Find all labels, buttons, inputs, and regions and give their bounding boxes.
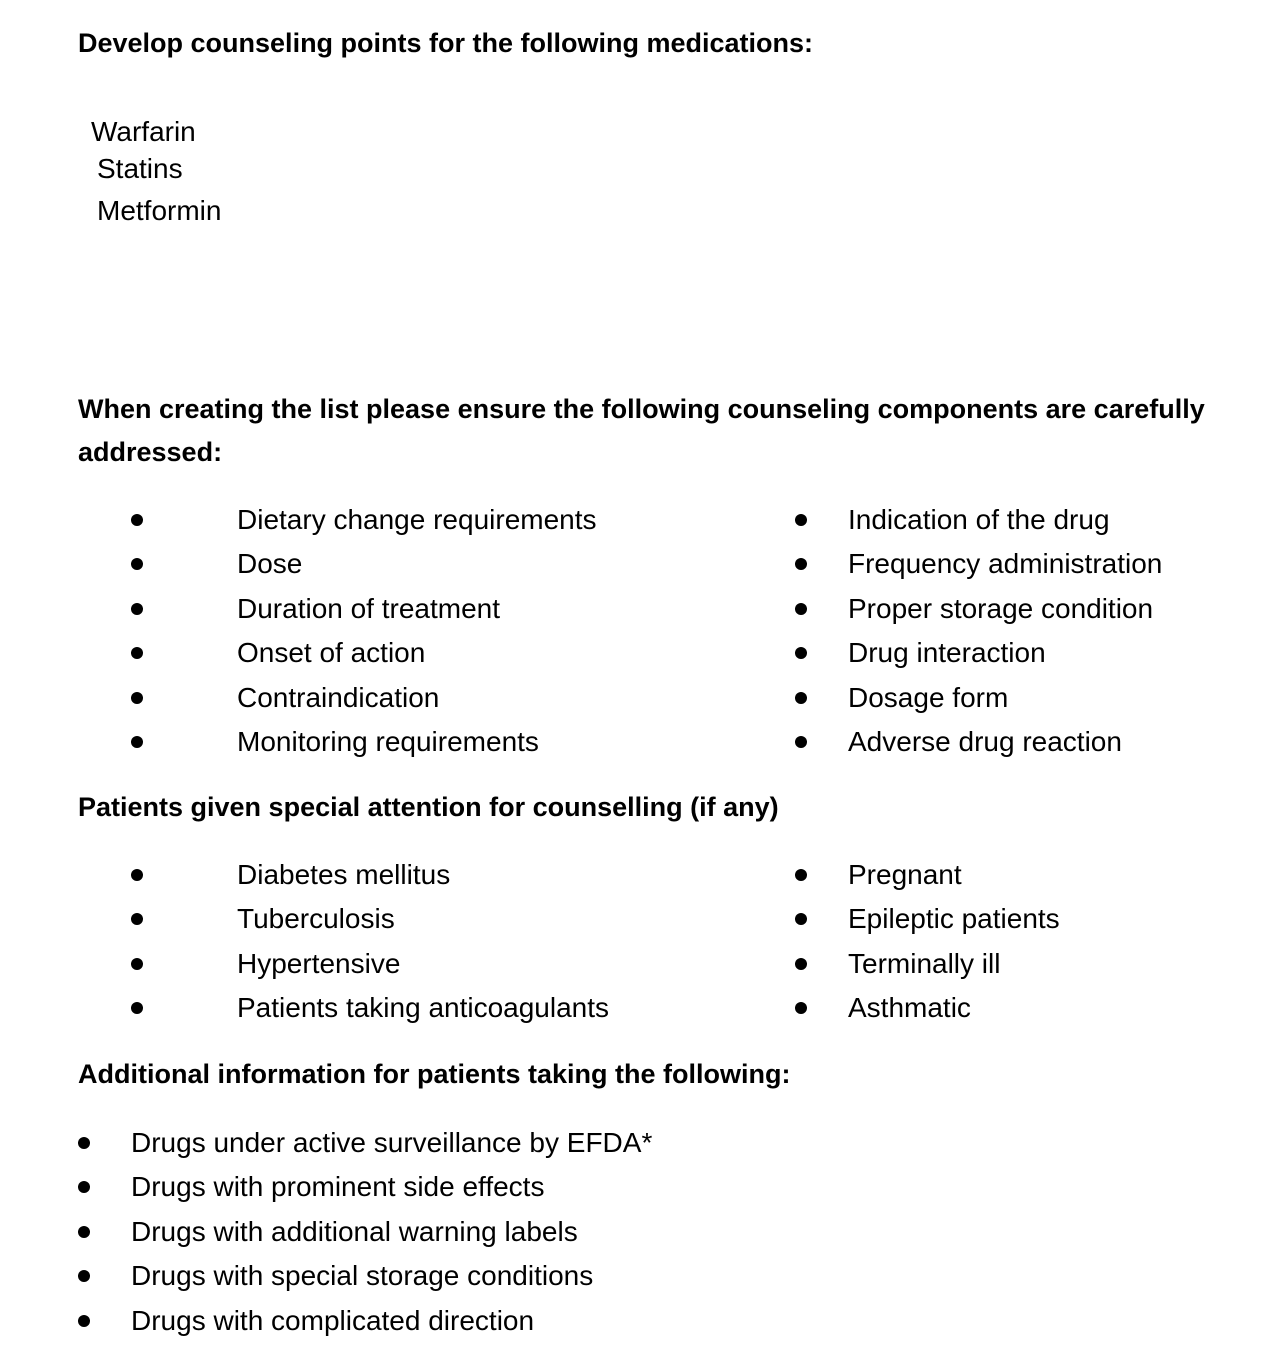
bullet-icon (795, 692, 807, 704)
list-item: Patients taking anticoagulants (131, 986, 609, 1030)
list-item: Diabetes mellitus (131, 853, 609, 897)
list-item: Terminally ill (795, 942, 1060, 986)
list-item: Drugs with prominent side effects (78, 1165, 652, 1209)
bullet-icon (78, 1270, 90, 1282)
bullet-icon (78, 1137, 90, 1149)
bullet-icon (131, 736, 143, 748)
list-item: Proper storage condition (795, 587, 1162, 631)
list-item: Drugs with complicated direction (78, 1299, 652, 1343)
list-item: Adverse drug reaction (795, 720, 1162, 764)
list-item: Pregnant (795, 853, 1060, 897)
bullet-icon (131, 1002, 143, 1014)
bullet-icon (131, 558, 143, 570)
components-list-left (131, 498, 597, 764)
bullet-icon (795, 1002, 807, 1014)
list-item: Dosage form (795, 676, 1162, 720)
bullet-icon (795, 913, 807, 925)
medication-warfarin: Warfarin (91, 116, 196, 147)
list-item: Monitoring requirements (131, 720, 597, 764)
bullet-icon (131, 913, 143, 925)
bullet-icon (131, 647, 143, 659)
bullet-icon (131, 958, 143, 970)
bullet-icon (795, 603, 807, 615)
bullet-icon (795, 736, 807, 748)
components-list-right (795, 498, 1162, 764)
bullet-icon (131, 692, 143, 704)
list-item: Onset of action (131, 631, 597, 675)
list-item: Drug interaction (795, 631, 1162, 675)
list-item: Dietary change requirements (131, 498, 597, 542)
list-item: Indication of the drug (795, 498, 1162, 542)
medications-heading: Develop counseling points for the following medications: (78, 28, 814, 58)
list-item: Duration of treatment (131, 587, 597, 631)
bullet-icon (131, 514, 143, 526)
bullet-icon (795, 514, 807, 526)
bullet-icon (78, 1181, 90, 1193)
additional-info-heading: Additional information for patients taking the following: (78, 1059, 791, 1089)
bullet-icon (795, 958, 807, 970)
list-item: Tuberculosis (131, 897, 609, 941)
list-item: Frequency administration (795, 542, 1162, 586)
bullet-icon (795, 869, 807, 881)
list-item: Hypertensive (131, 942, 609, 986)
special-list-right (795, 853, 1060, 1031)
bullet-icon (795, 558, 807, 570)
list-item: Contraindication (131, 676, 597, 720)
list-item: Epileptic patients (795, 897, 1060, 941)
medication-statins: Statins (97, 153, 183, 184)
special-attention-heading: Patients given special attention for counselling (if any) (78, 792, 779, 822)
special-list-left (131, 853, 609, 1031)
bullet-icon (78, 1226, 90, 1238)
list-item: Dose (131, 542, 597, 586)
list-item: Asthmatic (795, 986, 1060, 1030)
bullet-icon (131, 603, 143, 615)
list-item: Drugs with special storage conditions (78, 1254, 652, 1298)
additional-info-list (78, 1121, 652, 1343)
bullet-icon (131, 869, 143, 881)
bullet-icon (78, 1315, 90, 1327)
list-item: Drugs under active surveillance by EFDA* (78, 1121, 652, 1165)
list-item: Drugs with additional warning labels (78, 1210, 652, 1254)
medication-metformin: Metformin (97, 195, 222, 226)
bullet-icon (795, 647, 807, 659)
components-heading: When creating the list please ensure the following counseling components are carefully addressed: (78, 394, 1205, 467)
